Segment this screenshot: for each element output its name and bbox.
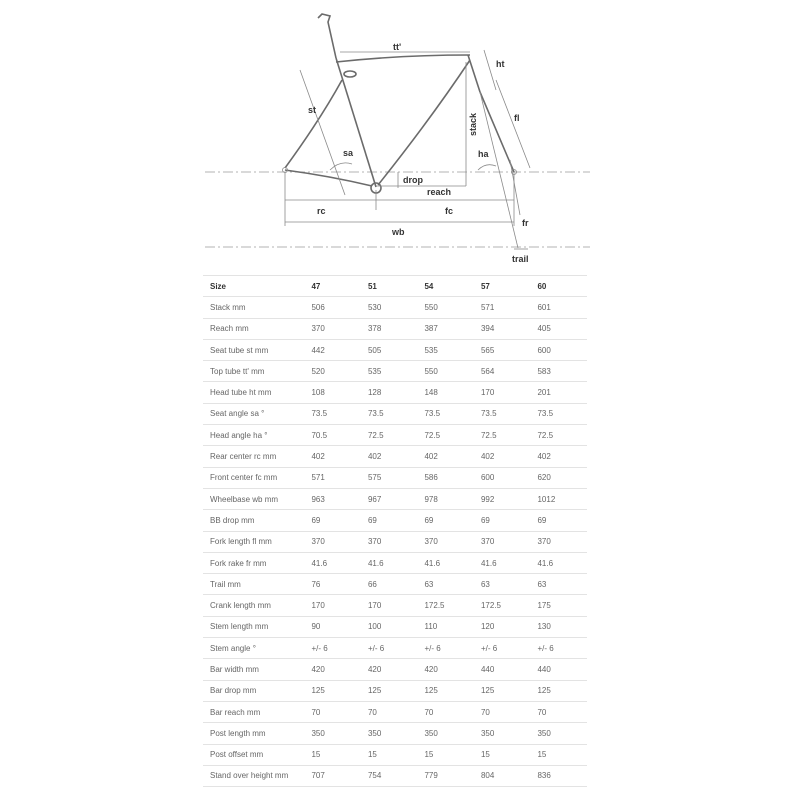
frame-geometry-diagram [0,0,800,268]
table-cell: 992 [474,488,531,509]
seatpost [318,14,336,58]
table-row [203,701,587,722]
table-cell: 100 [361,616,418,637]
table-cell: 535 [361,361,418,382]
label-drop: drop [403,175,423,185]
label-sa: sa [343,148,354,158]
table-row [203,659,587,680]
table-cell: 350 [361,723,418,744]
sa-angle-arc [330,163,352,170]
table-cell: 170 [304,595,361,616]
table-cell: 63 [417,574,474,595]
header-size: Size [203,276,304,297]
table-cell: 565 [474,339,531,360]
table-cell: 370 [474,531,531,552]
top-tube [336,55,470,62]
row-label: Bar reach mm [203,701,304,722]
table-cell: 72.5 [417,425,474,446]
table-cell: 125 [417,680,474,701]
table-cell: 108 [304,382,361,403]
table-cell: 73.5 [304,403,361,424]
table-cell: 72.5 [361,425,418,446]
table-cell: 779 [417,765,474,786]
table-row [203,382,587,403]
table-cell: 370 [304,318,361,339]
table-cell: 402 [361,446,418,467]
table-cell: 130 [530,616,587,637]
table-row [203,744,587,765]
table-cell: +/- 6 [361,638,418,659]
ht-measure-line [484,50,496,90]
label-wb: wb [392,227,405,237]
row-label: Reach mm [203,318,304,339]
label-fl: fl [514,113,520,123]
table-cell: 571 [304,467,361,488]
table-cell: 420 [361,659,418,680]
geometry-table [203,275,587,787]
fork-rake-line [510,160,520,215]
label-stack: stack [468,112,478,136]
table-cell: 967 [361,488,418,509]
table-body [203,297,587,787]
row-label: Crank length mm [203,595,304,616]
row-label: Rear center rc mm [203,446,304,467]
table-row [203,467,587,488]
label-trail: trail [512,254,529,264]
row-label: Fork length fl mm [203,531,304,552]
table-cell: 69 [474,510,531,531]
table-cell: 73.5 [474,403,531,424]
table-cell: 505 [361,339,418,360]
table-row [203,552,587,573]
label-ha: ha [478,149,489,159]
table-cell: 70 [361,701,418,722]
table-cell: 170 [474,382,531,403]
table-cell: 175 [530,595,587,616]
table-cell: 41.6 [304,552,361,573]
row-label: Stack mm [203,297,304,318]
table-cell: 442 [304,339,361,360]
table-cell: 440 [530,659,587,680]
row-label: Seat angle sa ° [203,403,304,424]
table-row [203,361,587,382]
row-label: Head angle ha ° [203,425,304,446]
row-label: Front center fc mm [203,467,304,488]
table-cell: 836 [530,765,587,786]
table-cell: 148 [417,382,474,403]
row-label: Stem length mm [203,616,304,637]
table-cell: 350 [417,723,474,744]
row-label: Bar width mm [203,659,304,680]
table-cell: 520 [304,361,361,382]
table-cell: 63 [530,574,587,595]
table-cell: 170 [361,595,418,616]
table-cell: 125 [530,680,587,701]
table-cell: 978 [417,488,474,509]
table-cell: 125 [474,680,531,701]
table-cell: +/- 6 [474,638,531,659]
table-cell: +/- 6 [530,638,587,659]
head-tube [468,55,480,92]
row-label: Fork rake fr mm [203,552,304,573]
table-cell: 387 [417,318,474,339]
table-cell: 70 [474,701,531,722]
table-cell: 70.5 [304,425,361,446]
header-size-54: 54 [417,276,474,297]
table-cell: 378 [361,318,418,339]
table-cell: 15 [361,744,418,765]
row-label: Bar drop mm [203,680,304,701]
row-label: Wheelbase wb mm [203,488,304,509]
table-cell: 172.5 [417,595,474,616]
table-cell: 69 [361,510,418,531]
table-cell: 564 [474,361,531,382]
row-label: Trail mm [203,574,304,595]
table-cell: 350 [304,723,361,744]
table-cell: 370 [417,531,474,552]
header-size-47: 47 [304,276,361,297]
table-cell: 70 [304,701,361,722]
table-header-row [203,276,587,297]
table-cell: 41.6 [361,552,418,573]
table-cell: 90 [304,616,361,637]
row-label: BB drop mm [203,510,304,531]
table-cell: 66 [361,574,418,595]
table-cell: 41.6 [530,552,587,573]
table-row [203,638,587,659]
table-row [203,680,587,701]
table-cell: 70 [530,701,587,722]
table-cell: 530 [361,297,418,318]
table-cell: 420 [304,659,361,680]
table-cell: 586 [417,467,474,488]
table-row [203,765,587,786]
seat-stay [285,80,342,168]
table-row [203,297,587,318]
label-reach: reach [427,187,452,197]
label-st: st [308,105,317,115]
table-cell: 125 [304,680,361,701]
seat-cluster [344,71,356,77]
table-cell: 350 [474,723,531,744]
table-cell: 550 [417,297,474,318]
frame-geometry-svg [0,0,800,268]
table-cell: 72.5 [530,425,587,446]
header-size-57: 57 [474,276,531,297]
table-cell: 41.6 [474,552,531,573]
table-cell: 41.6 [417,552,474,573]
table-cell: 600 [474,467,531,488]
table-row [203,510,587,531]
down-tube [378,60,470,185]
row-label: Seat tube st mm [203,339,304,360]
table-cell: +/- 6 [304,638,361,659]
fork-leg [480,92,514,172]
table-cell: 15 [304,744,361,765]
table-cell: +/- 6 [417,638,474,659]
table-cell: 110 [417,616,474,637]
label-fr: fr [522,218,529,228]
ha-angle-arc [478,165,496,170]
label-ht: ht [496,59,505,69]
row-label: Stand over height mm [203,765,304,786]
table-cell: 420 [417,659,474,680]
table-row [203,595,587,616]
table-cell: 69 [417,510,474,531]
table-cell: 73.5 [530,403,587,424]
table-row [203,723,587,744]
table-cell: 754 [361,765,418,786]
table-row [203,339,587,360]
table-cell: 120 [474,616,531,637]
table-cell: 125 [361,680,418,701]
table-cell: 76 [304,574,361,595]
table-cell: 405 [530,318,587,339]
table-cell: 506 [304,297,361,318]
table-row [203,446,587,467]
table-row [203,574,587,595]
table-cell: 201 [530,382,587,403]
header-size-60: 60 [530,276,587,297]
table-cell: 535 [417,339,474,360]
table-row [203,425,587,446]
table-cell: 402 [530,446,587,467]
table-row [203,403,587,424]
row-label: Post offset mm [203,744,304,765]
table-cell: 620 [530,467,587,488]
seat-tube [336,58,376,187]
table-cell: 707 [304,765,361,786]
table-cell: 550 [417,361,474,382]
row-label: Stem angle ° [203,638,304,659]
table-cell: 571 [474,297,531,318]
table-cell: 70 [417,701,474,722]
table-row [203,488,587,509]
table-cell: 73.5 [361,403,418,424]
label-rc: rc [317,206,326,216]
row-label: Head tube ht mm [203,382,304,403]
table-cell: 1012 [530,488,587,509]
table-cell: 350 [530,723,587,744]
table-cell: 583 [530,361,587,382]
table-cell: 370 [361,531,418,552]
table-cell: 963 [304,488,361,509]
table-cell: 15 [530,744,587,765]
table-cell: 15 [417,744,474,765]
table-cell: 15 [474,744,531,765]
label-fc: fc [445,206,454,216]
table-cell: 69 [304,510,361,531]
table-cell: 402 [474,446,531,467]
table-cell: 69 [530,510,587,531]
table-cell: 73.5 [417,403,474,424]
table-cell: 440 [474,659,531,680]
table-row [203,318,587,339]
table-row [203,616,587,637]
table-cell: 804 [474,765,531,786]
fl-measure-line [496,80,530,168]
table-cell: 172.5 [474,595,531,616]
table-row [203,531,587,552]
header-size-51: 51 [361,276,418,297]
table-cell: 72.5 [474,425,531,446]
table-cell: 402 [304,446,361,467]
table-cell: 370 [530,531,587,552]
row-label: Post length mm [203,723,304,744]
table-cell: 128 [361,382,418,403]
table-cell: 601 [530,297,587,318]
table-cell: 394 [474,318,531,339]
table-cell: 575 [361,467,418,488]
table-cell: 370 [304,531,361,552]
table-cell: 402 [417,446,474,467]
label-tt: tt' [393,42,402,52]
table-cell: 600 [530,339,587,360]
row-label: Top tube tt' mm [203,361,304,382]
table-cell: 63 [474,574,531,595]
